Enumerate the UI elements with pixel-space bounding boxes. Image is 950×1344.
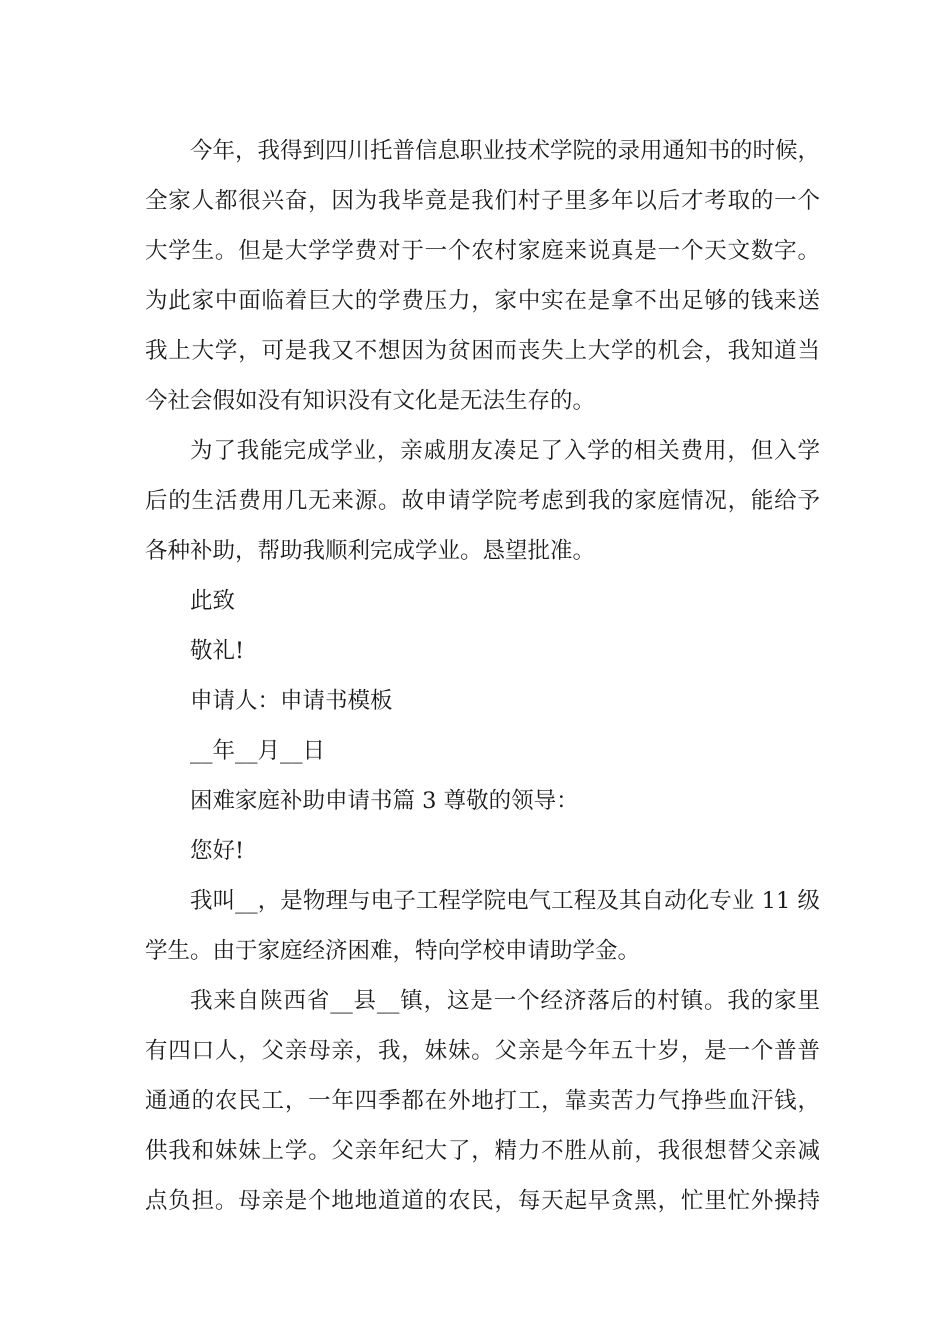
section-heading: 困难家庭补助申请书篇 3 尊敬的领导：: [190, 788, 579, 814]
paragraph-2-line-1: 为了我能完成学业，亲戚朋友凑足了入学的相关费用，但入学: [190, 438, 820, 464]
paragraph-4-line-2: 有四口人，父亲母亲，我，妹妹。父亲是今年五十岁，是一个普普: [145, 1038, 820, 1064]
paragraph-2-line-3: 各种补助，帮助我顺利完成学业。恳望批准。: [145, 538, 596, 564]
closing-regards: 敬礼!: [190, 638, 245, 664]
paragraph-4-line-4: 供我和妹妹上学。父亲年纪大了，精力不胜从前，我很想替父亲减: [145, 1138, 820, 1164]
paragraph-2-line-2: 后的生活费用几无来源。故申请学院考虑到我的家庭情况，能给予: [145, 488, 820, 514]
paragraph-4-line-5: 点负担。母亲是个地地道道的农民，每天起早贪黑，忙里忙外操持: [145, 1188, 820, 1214]
greeting-line: 您好!: [190, 838, 245, 864]
paragraph-4-line-3: 通通的农民工，一年四季都在外地打工，靠卖苦力气挣些血汗钱，: [145, 1088, 820, 1114]
date-line: __年__月__日: [190, 738, 326, 764]
paragraph-1-line-4: 为此家中面临着巨大的学费压力，家中实在是拿不出足够的钱来送: [145, 288, 820, 314]
closing-salutation: 此致: [190, 588, 236, 614]
applicant-line: 申请人：申请书模板: [190, 688, 393, 714]
paragraph-3-line-2: 学生。由于家庭经济困难，特向学校申请助学金。: [145, 938, 641, 964]
paragraph-1-line-6: 今社会假如没有知识没有文化是无法生存的。: [145, 388, 596, 414]
paragraph-3-line-1: 我叫__，是物理与电子工程学院电气工程及其自动化专业 11 级: [190, 888, 820, 914]
paragraph-1-line-3: 大学生。但是大学学费对于一个农村家庭来说真是一个天文数字。: [145, 238, 820, 264]
document-body: [145, 126, 820, 1226]
paragraph-1-line-2: 全家人都很兴奋，因为我毕竟是我们村子里多年以后才考取的一个: [145, 188, 820, 214]
paragraph-1-line-1: 今年，我得到四川托普信息职业技术学院的录用通知书的时候，: [190, 138, 821, 164]
paragraph-1-line-5: 我上大学，可是我又不想因为贫困而丧失上大学的机会，我知道当: [145, 338, 820, 364]
paragraph-4-line-1: 我来自陕西省__县__镇，这是一个经济落后的村镇。我的家里: [190, 988, 820, 1014]
